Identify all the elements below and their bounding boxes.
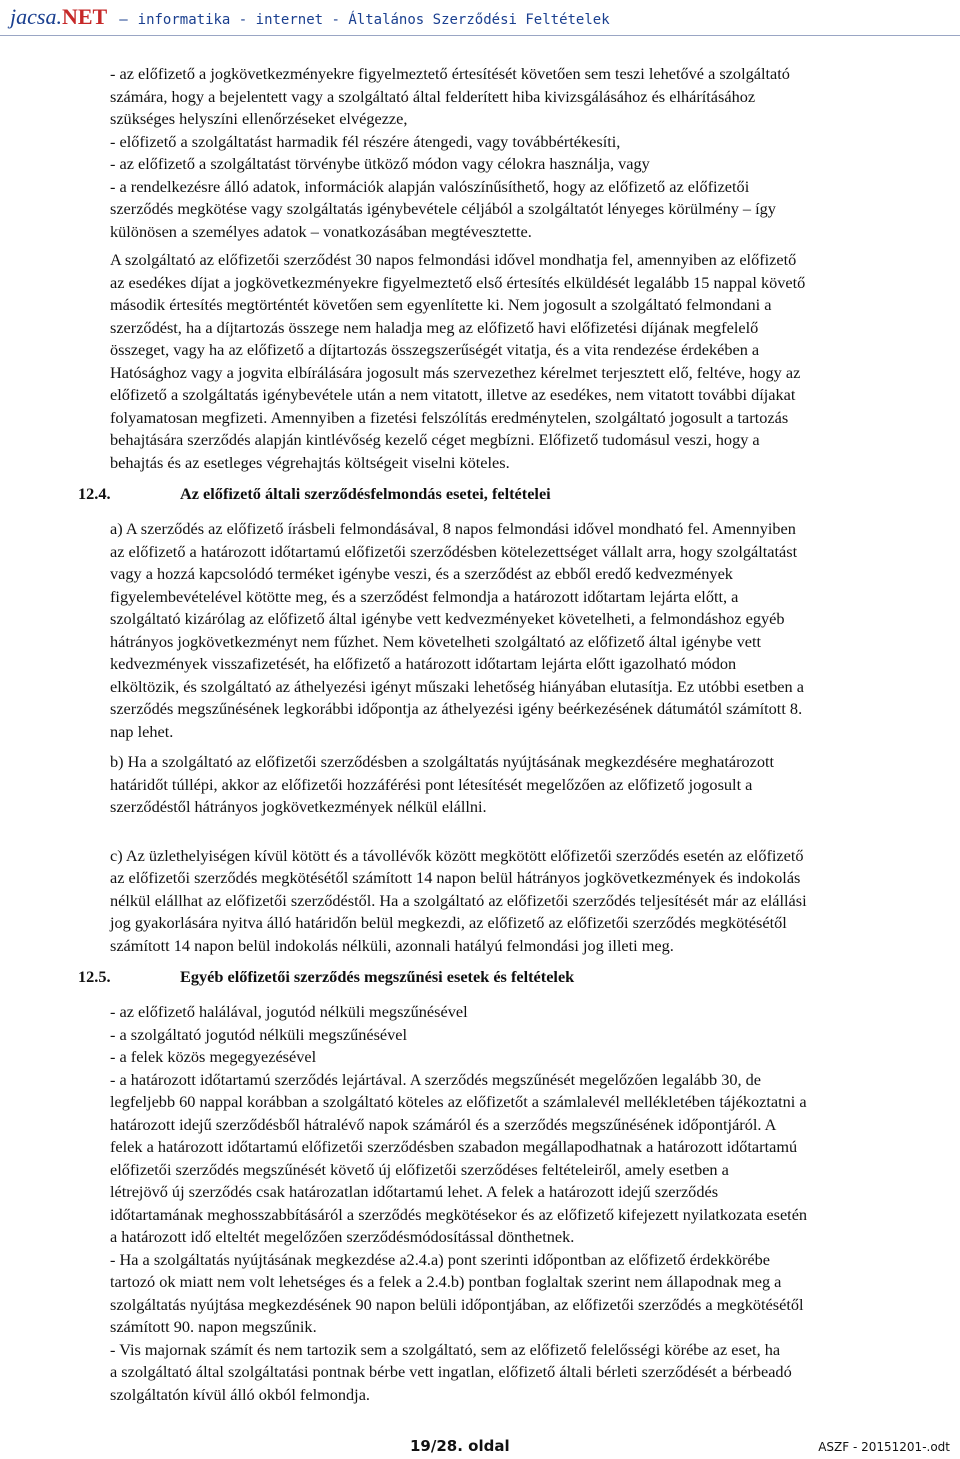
page-number: 19/28. oldal xyxy=(410,1437,510,1455)
termination-conditions-list xyxy=(110,63,960,243)
text-line: határozott idejű szerződésből hátralévő napok számáról és a szerződés megszűnésének időpontjáról. A xyxy=(110,1114,777,1134)
text-line: szükséges helyszíni ellenőrzéseket elvégezze, xyxy=(110,109,408,128)
text-line: folyamatosan megfizeti. Amennyiben a fizetési felszólítás eredménytelen, szolgáltató jogosult a tartozás xyxy=(110,407,789,427)
text-line: határidőt túllépi, akkor az előfizetői hozzáférési pont létesítését megelőzően az előfizető jogosult a xyxy=(110,774,753,794)
section-number: 12.4. xyxy=(78,484,111,503)
site-logo[interactable]: jacsa.NET xyxy=(10,4,108,29)
text-line: - Ha a szolgáltatás nyújtásának megkezdése a2.4.a) pont szerinti időpontban az előfizető érdekkörébe xyxy=(110,1249,771,1269)
text-line: az előfizetői szerződés megkötésétől számított 14 napon belül hátrányos jogkövetkezmények és indokolás xyxy=(110,868,801,887)
document-body xyxy=(78,63,960,1406)
text-line: létrejövő új szerződés csak határozatlan időtartamú lehet. A felek a határozott idejű szerződés xyxy=(110,1182,719,1201)
text-line: számított 90. napon megszűnik. xyxy=(110,1317,317,1336)
text-line: szerződéstől hátrányos jogkövetkezmények nélkül elállni. xyxy=(110,797,487,816)
other-termination-cases-list xyxy=(110,1001,960,1406)
text-line: - a szolgáltató jogutód nélküli megszűnésével xyxy=(110,1024,408,1044)
text-line: behajtására szerződés alapján kintlévőség kezelő céget megbízni. Előfizető tudomásul veszi, hogy a xyxy=(110,430,760,449)
text-line: tartozó ok miatt nem volt lehetséges és a felek a 2.4.b) pontban foglaltak szerint nem állapodnak meg a xyxy=(110,1272,782,1291)
text-line: - a határozott időtartamú szerződés lejártával. A szerződés megszűnését megelőzően legalább 30, de xyxy=(110,1069,761,1089)
breadcrumb: informatika - internet - Általános Szerződési Feltételek xyxy=(137,12,610,28)
text-line: szolgáltatón kívül álló okból felmondja. xyxy=(110,1384,370,1404)
text-line: a határozott idő elteltét megelőzően szerződésmódosítással dönthetnek. xyxy=(110,1227,575,1246)
page-header xyxy=(10,4,950,30)
paragraph-c xyxy=(110,845,960,958)
text-line: szolgáltatás nyújtása megkezdésének 90 napon belüli időpontjában, az előfizetői szerződés a megkötésétől xyxy=(110,1294,804,1314)
text-line: b) Ha a szolgáltató az előfizetői szerződésben a szolgáltatás nyújtásának megkezdésére meghatározott xyxy=(110,752,775,771)
section-title: Egyéb előfizetői szerződés megszűnési esetek és feltételek xyxy=(180,967,575,986)
text-line: nélkül elállhat az előfizetői szerződéstől. Ha a szolgáltató az előfizetői szerződés teljesítését már az elállási xyxy=(110,890,807,910)
section-heading-12-5 xyxy=(78,965,960,989)
paragraph-a xyxy=(110,518,960,743)
text-line: az esedékes díjat a jogkövetkezményekre figyelmeztető első értesítés elküldését legalább 15 nappal követő xyxy=(110,272,806,292)
text-line: c) Az üzlethelyiségen kívül kötött és a távollévők között megkötött előfizetői szerződés esetén az előfizető xyxy=(110,845,804,865)
text-line: kedvezmények visszafizetését, ha előfizető a határozott időtartam lejárta előtt igazolható módon xyxy=(110,654,737,673)
text-line: számára, hogy a bejelentett vagy a szolgáltató által felderített hiba kivizsgálásához és elhárításához xyxy=(110,86,756,106)
text-line: az előfizető a határozott időtartamú előfizetői szerződésben kötelezettséget vállalt arra, hogy szolgáltatást xyxy=(110,541,798,561)
text-line: nap lehet. xyxy=(110,721,174,741)
text-line: jog gyakorlására nyitva álló határidőn belül megkezdi, az előfizető az előfizetői szerződés megkötésétől xyxy=(110,913,787,932)
provider-termination-paragraph xyxy=(110,249,960,474)
text-line: a szolgáltató által szolgáltatási pontnak bérbe vett ingatlan, előfizető általi bérleti szerződését a bérbeadó xyxy=(110,1362,792,1381)
text-line: előfizető a szolgáltatás igénybevétele után a nem vitatott, illetve az esedékes, nem vitatott további díjakat xyxy=(110,385,796,404)
text-line: - az előfizető a jogkövetkezményekre figyelmeztető értesítését követően sem teszi lehetővé a szolgáltató xyxy=(110,64,790,83)
text-line: előfizetői szerződés megszűnését követő új előfizetői szerződéses feltételeiről, amely esetben a xyxy=(110,1159,729,1179)
text-line: a) A szerződés az előfizető írásbeli felmondásával, 8 napos felmondási idővel mondható fel. Amennyiben xyxy=(110,519,796,538)
text-line: behajtás és az esetleges végrehajtás költségeit viselni köteles. xyxy=(110,452,510,472)
text-line: összeget, vagy ha az előfizető a díjtartozás összegszerűségét vitatja, és a vita rendezése érdekében a xyxy=(110,340,760,359)
text-line: legfeljebb 60 nappal korábban a szolgáltató köteles az előfizetőt a számlalevél mellékletében tájékoztatni a xyxy=(110,1092,807,1111)
text-line: figyelembevételével kötötte meg, és a szerződést felmondja a határozott időtartam lejárta előtt, a xyxy=(110,586,739,606)
text-line: szolgáltató kizárólag az előfizető által igénybe vett kedvezményeket követelheti, a felmondáshoz egyéb xyxy=(110,609,785,628)
text-line: vagy a hozzá kapcsolódó terméket igénybe veszi, és a szerződést az ebből eredő kedvezmények xyxy=(110,564,733,583)
text-line: elköltözik, és szolgáltató az áthelyezési igényt műszaki lehetőség hiányában elutasítja. Ez utóbbi esetben a xyxy=(110,676,804,696)
text-line: - az előfizető halálával, jogutód nélküli megszűnésével xyxy=(110,1002,468,1021)
text-line: A szolgáltató az előfizetői szerződést 30 napos felmondási idővel mondhatja fel, amennyiben az előfizető xyxy=(110,250,797,269)
text-line: - Vis majornak számít és nem tartozik sem a szolgáltató, sem az előfizető felelősségi körébe az eset, ha xyxy=(110,1339,781,1359)
text-line: számított 14 napon belül indokolás nélküli, azonnali hatályú felmondási jog illeti meg. xyxy=(110,935,674,955)
text-line: szerződést, ha a díjtartozás összege nem haladja meg az előfizető havi előfizetési díjának megfelelő xyxy=(110,317,759,337)
section-title: Az előfizető általi szerződésfelmondás esetei, feltételei xyxy=(180,484,551,503)
text-line: - a felek közös megegyezésével xyxy=(110,1047,317,1066)
document-id: ASZF - 20151201-.odt xyxy=(818,1440,950,1454)
text-line: időtartamának meghosszabbításáról a szerződés megkötésekor és az előfizető kifejezett nyilatkozata esetén xyxy=(110,1204,808,1224)
section-number: 12.5. xyxy=(78,967,111,986)
text-line: - az előfizető a szolgáltatást törvénybe ütköző módon vagy célokra használja, vagy xyxy=(110,154,650,173)
section-heading-12-4 xyxy=(78,482,960,506)
text-line: második értesítés megtörténtét követően sem egyenlítette ki. Nem jogosult a szolgáltató felmondani a xyxy=(110,295,772,314)
paragraph-b xyxy=(110,751,960,819)
text-line: szerződés megkötése vagy szolgáltatás igénybevétele céljából a szolgáltatót lényeges körülmény – így xyxy=(110,199,776,218)
text-line: különösen a személyes adatok – vonatkozásában megtévesztette. xyxy=(110,221,532,241)
header-separator: — xyxy=(119,12,128,28)
text-line: - előfizető a szolgáltatást harmadik fél részére átengedi, vagy továbbértékesíti, xyxy=(110,131,621,151)
text-line: - a rendelkezésre álló adatok, információk alapján valószínűsíthető, hogy az előfizető az előfizetői xyxy=(110,176,750,196)
text-line: hátrányos jogkövetkezményt nem fűzhet. Nem követelheti szolgáltató az előfizető által igénybe vett xyxy=(110,631,762,651)
text-line: Hatósághoz vagy a jogvita elbírálására jogosult más szervezethez kérelmet terjesztett elő, feltéve, hogy az xyxy=(110,362,801,382)
header-divider xyxy=(0,35,960,36)
text-line: szerződés megszűnésének legkorábbi időpontja az áthelyezési igény beérkezésének dátumától számított 8. xyxy=(110,699,803,718)
text-line: felek a határozott időtartamú előfizetői szerződésben szabadon megállapodhatnak a határozott időtartamú xyxy=(110,1137,798,1156)
